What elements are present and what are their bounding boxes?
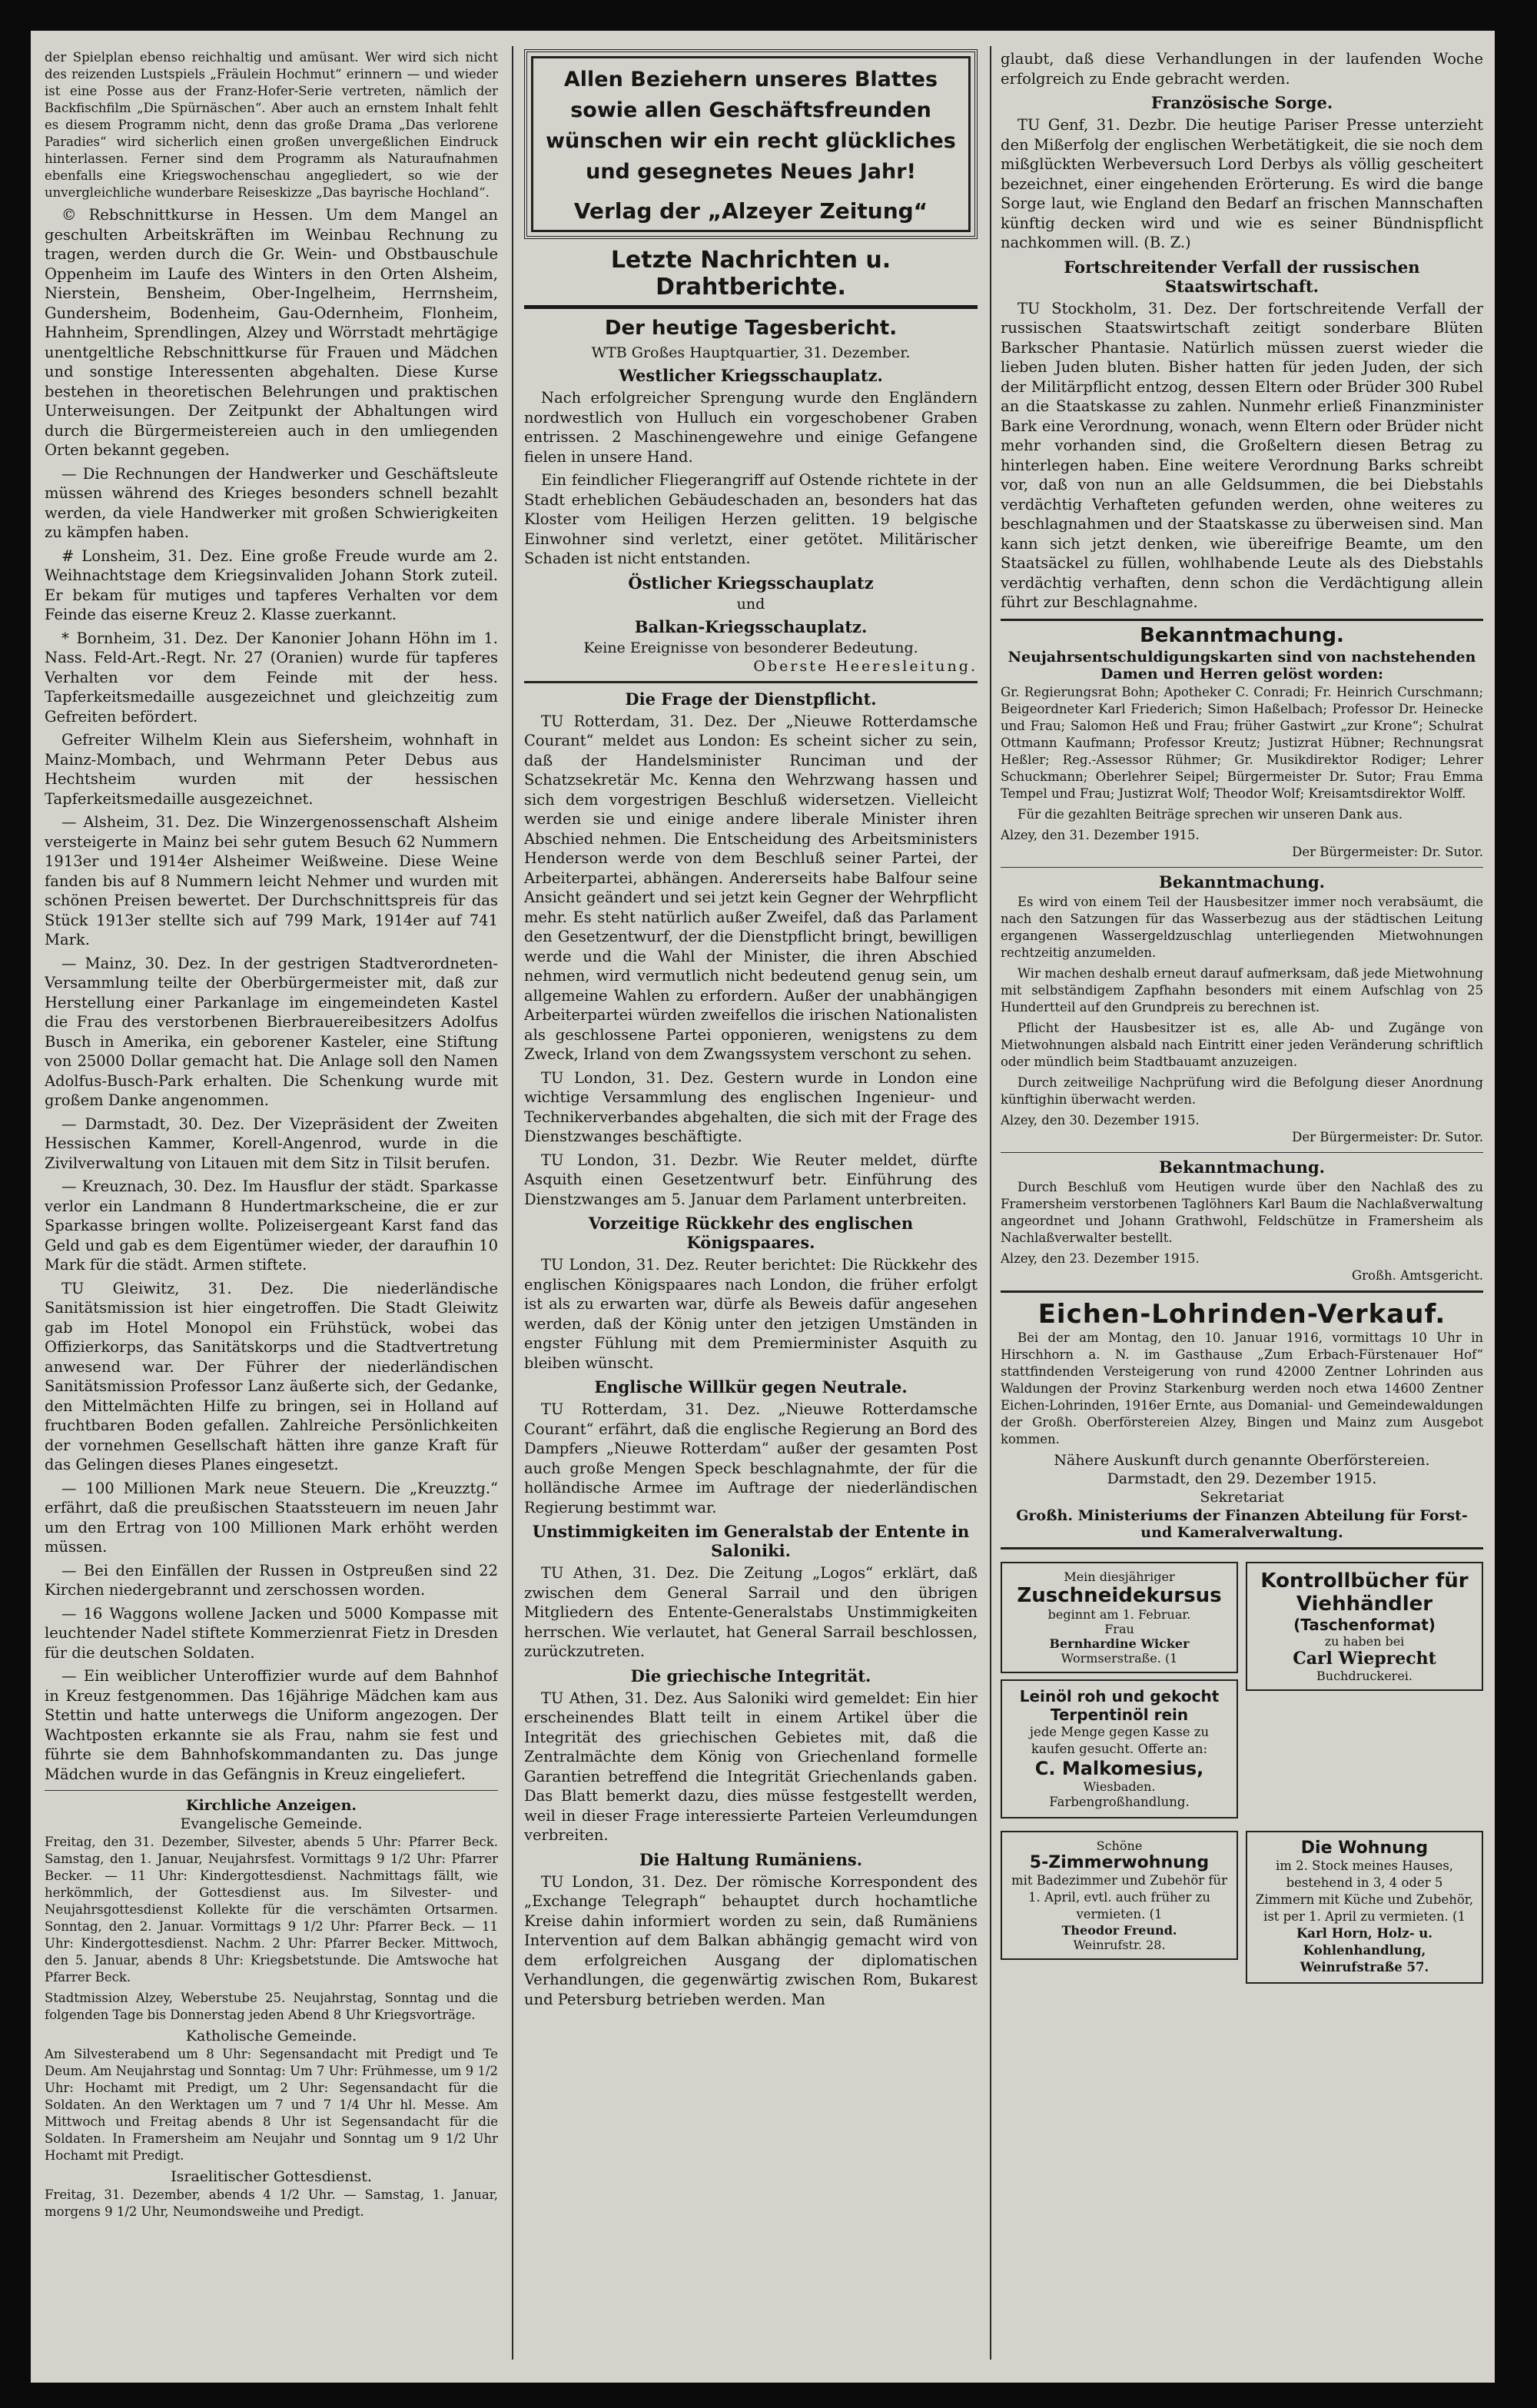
isr-title: Israelitischer Gottesdienst. [171,2168,372,2185]
article-kreuznach: — Kreuznach, 30. Dez. Im Hausflur der städt. Sparkasse verlor ein Landmann 8 Hundertmarkscheine, die er zur Sparkasse bringen wollte. Polizeisergeant Karst fand das Geld und gab es dem Eigentümer wieder, der daraufhin 10 Mark für die städt. Armen stiftete. [45,1177,498,1274]
article-rechnungen: — Die Rechnungen der Handwerker und Geschäftsleute müssen während des Krieges besonders schnell bezahlt werden, da viele Handwerker mit großen Schwierigkeiten zu kämpfen haben. [45,464,498,541]
church-notices-title: Kirchliche Anzeigen. [185,1797,357,1814]
dienstpflicht-p2: TU London, 31. Dez. Gestern wurde in London eine wichtige Versammlung des englischen Ingenieur- und Technikerverbandes abgehalten, die sich mit der Frage des Dienstzwanges beschäftigte. [524,1068,978,1145]
ad-kontroll-sub: (Taschenformat) [1293,1615,1436,1634]
ad-leinoel [1001,1679,1238,1818]
article-mainz: — Mainz, 30. Dez. In der gestrigen Stadtverordneten-Versammlung teilte der Oberbürgermeister mit, daß zur Herstellung einer Parkanlage im eingemeindeten Kastel die Frau des verstorbenen Bierbrauereibesitzers Adolfus Busch in Amerika, ein geborener Kasteler, eine Stiftung von 25000 Dollar gemacht hat. Die Anlage soll den Namen Adolfus-Busch-Park erhalten. Die Schenkung wurde mit großem Danke angenommen. [45,954,498,1109]
western-front-heading: Westlicher Kriegsschauplatz. [619,366,883,385]
article-darmstadt: — Darmstadt, 30. Dez. Der Vizepräsident der Zweiten Hessischen Kammer, Korell-Angenrod, wurde in die Zivilverwaltung von Litauen mit dem Sitz in Tilsit berufen. [45,1114,498,1172]
ad-5-zimmer [1001,1831,1238,1960]
willkuer-title: Englische Willkür gegen Neutrale. [594,1377,908,1397]
army-command-signature: Oberste Heeresleitung. [753,657,978,675]
column-middle [524,49,978,2367]
dienstpflicht-p1: TU Rotterdam, 31. Dez. Der „Nieuwe Rotterdamsche Courant“ meldet aus London: Es scheint sicher zu sein, daß der Handelsminister Runciman und der Schatzsekretär Mc. Kenna den Wehrzwang hassen und sich dem vorgestrigen Beschluß widersetzen. Vielleicht werden sie und einige andere liberale Minister ihren Abschied nehmen. Die Entscheidung des Arbeitsministers Henderson werde von dem Beschluß seiner Partei, der Arbeiterpartei, abhängen. Andererseits habe Balfour seine Ansicht geändert und sei jetzt kein Gegner der Wehrpflicht mehr. Es steht natürlich außer Zweifel, daß das Parlament den Gesetzentwurf, der die Dienstpflicht bringt, bewilligen werde und die Wahl der Minister, die ihren Abschied nehmen, wird vermutlich nicht bedeutend genug sein, um allgemeine Wahlen zu erfordern. Außer der unabhängigen Arbeiterpartei würden zweifellos die irischen Nationalisten als geschlossene Partei opponieren, wenigstens zu dem Zweck, Irland von dem Zwangssystem verschont zu sehen. [524,712,978,1063]
ad-lein-city: Wiesbaden. [1083,1779,1156,1794]
eastern-front-heading: Östlicher Kriegsschauplatz [628,573,874,593]
notice2-p3: Pflicht der Hausbesitzer ist es, alle Ab- und Zugänge von Mietwohnungen alsbald nach Eintritt einer jeden Veränderung schriftlich oder mündlich beim Stadtbauamt anzuzeigen. [1001,1020,1483,1069]
divider [1001,1152,1483,1153]
lohrinden-ad-sekretariat: Sekretariat [1200,1488,1284,1506]
rumaenien-p: TU London, 31. Dez. Der römische Korrespondent des „Exchange Telegraph“ behauptet durch hochamtliche Kreise dahin informiert worden zu sein, daß Rumäniens Intervention auf dem Balkan abhängig gemacht wird von dem erfolgreichen Ausgang der diplomatischen Verhandlungen, die gegenwärtig zwischen Rom, Bukarest und Petersburg betrieben werden. Man [524,1872,978,2008]
integritaet-p: TU Athen, 31. Dez. Aus Saloniki wird gemeldet: Ein hier erscheinendes Blatt teilt in einem Artikel über die Integrität des griechischen Gebietes mit, daß die Zentralmächte dem König von Griechenland formelle Garantien betreffend die Integrität Griechenlands gaben. Das Blatt bemerkt dazu, dies müsse festgestellt werden, weil in dieser Frage interessierte Parteien Verleumdungen verbreiten. [524,1689,978,1844]
evang-text: Freitag, den 31. Dezember, Silvester, abends 5 Uhr: Pfarrer Beck. Samstag, den 1. Januar, Neujahrsfest. Vormittags 9 1/2 Uhr: Pfarrer Becker. — 11 Uhr: Kindergottesdienst. Nachmittags fällt, wie herkömmlich, der Gottesdienst aus. Im Silvester- und Neujahrsgottesdienst Kollekte für die verschämten Ortsarmen. Sonntag, den 2. Januar. Vormittags 9 1/2 Uhr: Pfarrer Beck. — 11 Uhr: Kindergottesdienst. Nachm. 2 Uhr: Pfarrer Becker. Mittwoch, den 5. Januar, abends 8 Uhr: Kriegsbetstunde. Die Amtswoche hat Pfarrer Beck. [45,1835,498,1985]
ad-5z-pre: Schöne [1096,1838,1143,1853]
daily-report-dateline: WTB Großes Hauptquartier, 31. Dezember. [591,344,911,361]
notice1-subtitle: Neujahrsentschuldigungskarten sind von nachstehenden Damen und Herren gelöst worden: [1008,648,1476,683]
lohrinden-ad-text: Bei der am Montag, den 10. Januar 1916, vormittags 10 Uhr in Hirschhorn a. N. im Gasthause „Zum Erbach-Fürstenauer Hof“ stattfindenden Versteigerung von rund 42000 Zentner Lohrinden aus Waldungen der Provinz Starkenburg werden noch etwa 14600 Zentner Eichen-Lohrinden, 1916er Ernte, aus Domanial- und Gemeindewaldungen der Großh. Oberförstereien Alzey, Bingen und Mainz zum Ausgebot kommen. [1001,1330,1483,1446]
article-gleiwitz: TU Gleiwitz, 31. Dez. Die niederländische Sanitätsmission ist hier eingetroffen. Die Stadt Gleiwitz gab im Hotel Monopol ein Frühstück, wobei das Offizierkorps, das Sanitätskorps und die Stadtvertretung anwesend war. Der Führer der niederländischen Sanitätsmission Professor Lanz äußerte sich, der Gedanke, den Mittelmächten Hilfe zu bringen, sei in Holland auf fruchtbaren Boden gefallen. Zahlreiche Persönlichkeiten der vornehmen Gesellschaft hätten ihre ganze Kraft für das Gelingen dieses Planes eingesetzt. [45,1279,498,1473]
kath-title: Katholische Gemeinde. [185,2028,357,2044]
article-steuern: — 100 Millionen Mark neue Steuern. Die „Kreuzztg.“ erfährt, daß die preußischen Staatssteuern im neuen Jahr um den Ertrag von 100 Millionen Mark erhöht werden müssen. [45,1479,498,1556]
ad-kontroll-name: Carl Wieprecht [1293,1648,1436,1669]
rueckkehr-p: TU London, 31. Dez. Reuter berichtet: Die Rückkehr des englischen Königspaares nach London, die früher erfolgt ist als zu erwarten war, dürfe als Beweis dafür angesehen werden, daß der König unter den jetzigen Umständen in engster Fühlung mit dem Premierminister Asquith zu bleiben wünscht. [524,1256,978,1372]
ad-woh-title: Die Wohnung [1300,1838,1429,1858]
ad-zuschneidekursus [1001,1562,1238,1673]
ad-lein-sub: Farbengroßhandlung. [1049,1794,1190,1809]
notice1-date: Alzey, den 31. Dezember 1915. [1001,827,1200,842]
evang-title: Evangelische Gemeinde. [180,1815,363,1832]
ad-lein-title: Leinöl roh und gekocht Terpentinöl rein [1019,1686,1220,1724]
ad-kontroll-text: zu haben bei [1324,1633,1405,1649]
no-events-text: Keine Ereignisse von besonderer Bedeutung. [583,639,918,656]
article-klein: Gefreiter Wilhelm Klein aus Siefersheim, wohnhaft in Mainz-Mombach, und Wehrmann Peter Debus aus Hechtsheim wurden mit der hessischen Tapferkeitsmedaille ausgezeichnet. [45,731,498,808]
notice2-p4: Durch zeitweilige Nachprüfung wird die Befolgung dieser Anordnung künftighin überwacht werden. [1001,1074,1483,1107]
lohrinden-ad-title: Eichen-Lohrinden-Verkauf. [1037,1298,1446,1330]
notice3-signature: Großh. Amtsgericht. [1351,1267,1483,1283]
ad-woh-name: Karl Horn, Holz- u. Kohlenhandlung, Weinrufstraße 57. [1296,1925,1433,1975]
classified-col-right [1246,1556,1483,1825]
rueckkehr-title: Vorzeitige Rückkehr des englischen Königspaares. [588,1214,914,1252]
column-rule [990,46,991,2360]
ad-zu-pre: Mein diesjähriger [1064,1569,1175,1584]
article-lonsheim: # Lonsheim, 31. Dez. Eine große Freude wurde am 2. Weihnachtstage dem Kriegsinvaliden Johann Stork zuteil. Er bekam für mutiges und tapferes Verhalten vor dem Feinde das eiserne Kreuz 2. Klasse zuerkannt. [45,546,498,623]
article-russen: — Bei den Einfällen der Russen in Ostpreußen sind 22 Kirchen niedergebrannt und zerschossen worden. [45,1561,498,1599]
notice3-p: Durch Beschluß vom Heutigen wurde über den Nachlaß des zu Framersheim verstorbenen Taglöhners Karl Baum die Nachlaßverwaltung angeordnet und Johann Grathwohl, Feldschütze in Framersheim als Nachlaßverwalter bestellt. [1001,1179,1483,1245]
new-year-greeting-box [524,49,978,239]
dienstpflicht-title: Die Frage der Dienstpflicht. [625,689,877,709]
ad-kontrollbuecher [1246,1562,1483,1691]
divider [45,1790,498,1791]
isr-text: Freitag, 31. Dezember, abends 4 1/2 Uhr. — Samstag, 1. Januar, morgens 9 1/2 Uhr, Neumondsweihe und Predigt. [45,2187,498,2219]
notice2-title: Bekanntmachung. [1159,872,1325,892]
notice2-signature: Der Bürgermeister: Dr. Sutor. [1292,1129,1483,1144]
divider [1001,1547,1483,1549]
article-waggons: — 16 Waggons wollene Jacken und 5000 Kompasse mit leuchtender Nadel stiftete Kommerzienrat Fietz in Dresden für die deutschen Soldaten. [45,1604,498,1662]
kath-text: Am Silvesterabend um 8 Uhr: Segensandacht mit Predigt und Te Deum. Am Neujahrstag und Sonntag: Um 7 Uhr: Frühmesse, um 9 1/2 Uhr: Hochamt mit Predigt, um 2 Uhr: Segensandacht für die Soldaten. An den Werktagen um 7 und 7 1/4 Uhr hl. Messe. Am Mittwoch und Freitag abends 8 Uhr ist Segensandacht für die Soldaten. In Framersheim am Neujahr und Sonntag um 9 1/2 Uhr Hochamt mit Predigt. [45,2047,498,2163]
article-cinema: der Spielplan ebenso reichhaltig und amüsant. Wer wird sich nicht des reizenden Lustspiels „Fräulein Hochmut“ erinnern — und wieder ist eine Posse aus der Franz-Hofer-Serie vertreten, nämlich der Backfischfilm „Die Spürnäschen“. Aber auch an ernstem Inhalt fehlt es diesem Programm nicht, denn das große Drama „Das verlorene Paradies“ wird sicherlich einen großen unvergeßlichen Eindruck hinterlassen. Ferner sind dem Programm als Naturaufnahmen ebenfalls eine Kriegswochenschau angegliedert, so wie der unvergleichliche wunderbare Reiseskizze „Das bayrische Hochland“. [45,50,498,200]
ad-5z-text: mit Badezimmer und Zubehör für 1. April, evtl. auch früher zu vermieten. (1 [1011,1872,1228,1921]
classified-col-left-2 [1001,1825,1238,1990]
russ-verfall-p: TU Stockholm, 31. Dez. Der fortschreitende Verfall der russischen Staatswirtschaft zeitigt sonderbare Blüten Barkscher Phantasie. Natürlich müssen zuerst wieder die lieben Juden bluten. Bisher hatten für jeden Juden, der sich der Militärpflicht entzog, dessen Eltern oder Brüder 300 Rubel an die Staatskasse zu zahlen. Nunmehr erließ Finanzminister Bark eine Verordnung, wonach, wenn Eltern oder Brüder nicht mehr vorhanden sind, die Großeltern diesen Betrag zu hinterlegen haben. Eine weitere Verordnung Barks schreibt vor, daß von nun an alle Geldsummen, die bei Diebstahls verdächtig Verhafteten gefunden werden, ohne weiteres zu beschlagnahmen und der Staatskasse zu überweisen sind. Man kann sich jetzt denken, wie übereifrige Beamte, um den Staatsäckel zu füllen, wohlhabende Leute als des Diebstahls verdächtig verhaften, denn schon die Verdächtigung allein führt zur Beschlagnahme. [1001,299,1483,611]
classified-ads-bottom [1001,1825,1483,1990]
ad-zu-title: Zuschneidekursus [1017,1583,1222,1607]
column-left [45,49,498,2367]
and-word: und [736,595,765,613]
integritaet-title: Die griechische Integrität. [630,1666,871,1686]
ad-zu-frau: Frau [1104,1621,1134,1636]
classified-col-right-2 [1246,1825,1483,1990]
divider [1001,619,1483,621]
ad-woh-text: im 2. Stock meines Hauses, bestehend in 3, 4 oder 5 Zimmern mit Küche und Zubehör, ist per 1. April zu vermieten. (1 [1255,1858,1474,1924]
dienstpflicht-p3: TU London, 31. Dezbr. Wie Reuter meldet, dürfte Asquith einen Gesetzentwurf betr. Einführung des Dienstzwanges am 5. Januar dem Parlament unterbreiten. [524,1151,978,1208]
article-unteroffizier: — Ein weiblicher Unteroffizier wurde auf dem Bahnhof in Kreuz festgenommen. Das 16jährige Mädchen kam aus Stettin und hatte unterwegs die Uniform angezogen. Der Wachtposten erkannte sie als Frau, nahm sie fest und führte sie dem Bahnhofskommandanten zu. Das junge Mädchen wurde in das Gefängnis in Kreuz eingeliefert. [45,1667,498,1783]
ad-5z-name: Theodor Freund. [1061,1922,1177,1938]
article-rebschnitt: © Rebschnittkurse in Hessen. Um dem Mangel an geschulten Arbeitskräften im Weinbau Rechnung zu tragen, werden durch die Gr. Wein- und Obstbauschule Oppenheim im Laufe des Winters in den Orten Alsheim, Nierstein, Bensheim, Ober-Ingelheim, Herrnsheim, Gundersheim, Bodenheim, Gau-Odernheim, Flonheim, Hahnheim, Sprendlingen, Alzey und Wörrstadt mehrtägige unentgeltliche Rebschnittkurse für Frauen und Mädchen und sonstige Interessenten abgehalten. Diese Kurse bestehen in theoretischen Belehrungen und praktischen Unterweisungen. Der Zeitpunkt der Abhaltungen wird durch die Bürgermeistereien auch in den umliegenden Orten bekannt gegeben. [45,206,498,459]
unstimmigkeiten-title: Unstimmigkeiten im Generalstab der Entente in Saloniki. [532,1522,970,1560]
notice3-title: Bekanntmachung. [1159,1157,1325,1177]
notice1-thanks: Für die gezahlten Beiträge sprechen wir unseren Dank aus. [1017,806,1403,822]
latest-news-banner: Letzte Nachrichten u. Drahtberichte. [524,247,978,309]
greeting-text: Allen Beziehern unseres Blattes sowie allen Geschäftsfreunden wünschen wir ein recht glückliches und gesegnetes Neues Jahr! [546,68,956,184]
franz-sorge-p: TU Genf, 31. Dezbr. Die heutige Pariser Presse unterzieht den Mißerfolg der englischen Werbetätigkeit, die sie noch dem mißglückten Werbeversuch Lord Derbys als völlig gescheitert bezeichnet, einer eingehenden Erörterung. Es wird die bange Sorge laut, wie England den Bedarf an frischen Mannschaften künftig decken wird und wie es seiner Bündnispflicht nachkommen will. (B. Z.) [1001,116,1483,251]
willkuer-p: TU Rotterdam, 31. Dez. „Nieuwe Rotterdamsche Courant“ erfährt, daß die englische Regierung an Bord des Dampfers „Nieuwe Rotterdam“ außer der gesamten Post auch große Mengen Speck beschlagnahmte, der für die holländische Armee im Auftrage der niederländischen Regierung bestimmt war. [524,1400,978,1516]
ad-kontroll-firm: Buchdruckerei. [1316,1668,1413,1683]
column-right [1001,49,1483,2367]
ad-zu-name: Bernhardine Wicker [1049,1636,1190,1651]
divider [524,681,978,683]
notice2-p1: Es wird von einem Teil der Hausbesitzer immer noch verabsäumt, die nach den Satzungen für das Wasserbezug aus der städtischen Leitung ergangenen Wassergeldzuschlag unterliegenden Mietwohnungen rechtzeitig anzumelden. [1001,894,1483,960]
newspaper-page [31,31,1495,2383]
daily-report-p2: Ein feindlicher Fliegerangriff auf Ostende richtete in der Stadt erheblichen Gebäudeschaden an, besonders hat das Kloster vom Heiligen Herzen gelitten. 19 belgische Einwohner sind verletzt, einer getötet. Militärischer Schaden ist nicht entstanden. [524,471,978,567]
lohrinden-ad-date: Darmstadt, den 29. Dezember 1915. [1107,1470,1377,1487]
ad-zu-text: beginnt am 1. Februar. [1047,1606,1191,1622]
column-rule [512,46,513,2360]
balkan-front-heading: Balkan-Kriegsschauplatz. [634,616,868,636]
notice1-title: Bekanntmachung. [1140,623,1344,647]
classified-col-left [1001,1556,1238,1825]
russ-verfall-title: Fortschreitender Verfall der russischen Staatswirtschaft. [1064,257,1420,296]
rumaenien-continued: glaubt, daß diese Verhandlungen in der laufenden Woche erfolgreich zu Ende gebracht werden. [1001,50,1483,88]
ad-5z-addr: Weinrufstr. 28. [1073,1937,1166,1952]
article-bornheim: * Bornheim, 31. Dez. Der Kanonier Johann Höhn im 1. Nass. Feld-Art.-Regt. Nr. 27 (Oranien) wurde für tapferes Verhalten vor dem Feinde mit der hess. Tapferkeitsmedaille ausgezeichnet und gleichzeitig zum Gefreiten befördert. [45,629,498,726]
ad-5z-title: 5-Zimmerwohnung [1029,1852,1210,1872]
rumaenien-title: Die Haltung Rumäniens. [639,1849,863,1869]
notice3-date: Alzey, den 23. Dezember 1915. [1001,1250,1200,1266]
notice2-date: Alzey, den 30. Dezember 1915. [1001,1112,1200,1128]
unstimmigkeiten-p: TU Athen, 31. Dez. Die Zeitung „Logos“ erklärt, daß zwischen dem General Sarrail und den übrigen Mitgliedern des Entente-Generalstabs Unstimmigkeiten herrschen. Wie verlautet, hat General Sarrail beschlossen, zurückzutreten. [524,1564,978,1660]
notice1-signature: Der Bürgermeister: Dr. Sutor. [1292,844,1483,859]
ad-lein-text: jede Menge gegen Kasse zu kaufen gesucht. Offerte an: [1029,1724,1210,1756]
classified-ads [1001,1556,1483,1825]
lohrinden-ad-signature: Großh. Ministeriums der Finanzen Abteilung für Forst- und Kameralverwaltung. [1016,1506,1468,1541]
divider [1001,1290,1483,1293]
ad-kontroll-title: Kontrollbücher für Viehhändler [1260,1569,1469,1616]
ad-wohnung [1246,1831,1483,1984]
notice1-names: Gr. Regierungsrat Bohn; Apotheker C. Conradi; Fr. Heinrich Curschmann; Beigeordneter Karl Friederich; Simon Haßelbach; Professor Dr. Heinecke und Frau; Salomon Heß und Frau; früher Gastwirt „zur Krone“; Schulrat Ottmann Kaufmann; Professor Kreutz; Justizrat Hübner; Rechnungsrat Heßler; Reg.-Assessor Rühmer; Gr. Musikdirektor Rodiger; Lehrer Schuckmann; Oberlehrer Seipel; Bürgermeister Dr. Sutor; Frau Emma Tempel und Frau; Justizrat Wolf; Theodor Wolf; Kreisamtsdirektor Wolff. [1001,684,1483,801]
stadtmission-text: Stadtmission Alzey, Weberstube 25. Neujahrstag, Sonntag und die folgenden Tage bis Donnerstag jeden Abend 8 Uhr Kriegsvorträge. [45,1991,498,2022]
franz-sorge-title: Französische Sorge. [1150,93,1333,112]
divider [1001,867,1483,868]
ad-zu-addr: Wormserstraße. (1 [1061,1650,1178,1666]
notice2-p2: Wir machen deshalb erneut darauf aufmerksam, daß jede Mietwohnung mit selbständigem Zapfhahn besonders mit einem Aufschlag von 25 Hundertteil auf den Grundpreis zu berechnen ist. [1001,965,1483,1015]
article-alsheim: — Alsheim, 31. Dez. Die Winzergenossenschaft Alsheim versteigerte in Mainz bei sehr gutem Besuch 62 Nummern 1913er und 1914er Alsheimer Weißweine. Diese Weine fanden bis auf 8 Nummern leicht Nehmer und wurden mit schönen Preisen bewertet. Der Durchschnittspreis für das Stück 1913er stellte sich auf 799 Mark, 1914er auf 741 Mark. [45,813,498,948]
lohrinden-ad-info: Nähere Auskunft durch genannte Oberförstereien. [1054,1451,1430,1469]
greeting-publisher: Verlag der „Alzeyer Zeitung“ [573,198,928,224]
daily-report-p1: Nach erfolgreicher Sprengung wurde den Engländern nordwestlich von Hulluch ein vorgeschobener Graben entrissen. 2 Maschinengewehre und einige Gefangene fielen in unsere Hand. [524,389,978,466]
daily-report-title: Der heutige Tagesbericht. [604,317,898,340]
ad-lein-name: C. Malkomesius, [1034,1757,1204,1779]
